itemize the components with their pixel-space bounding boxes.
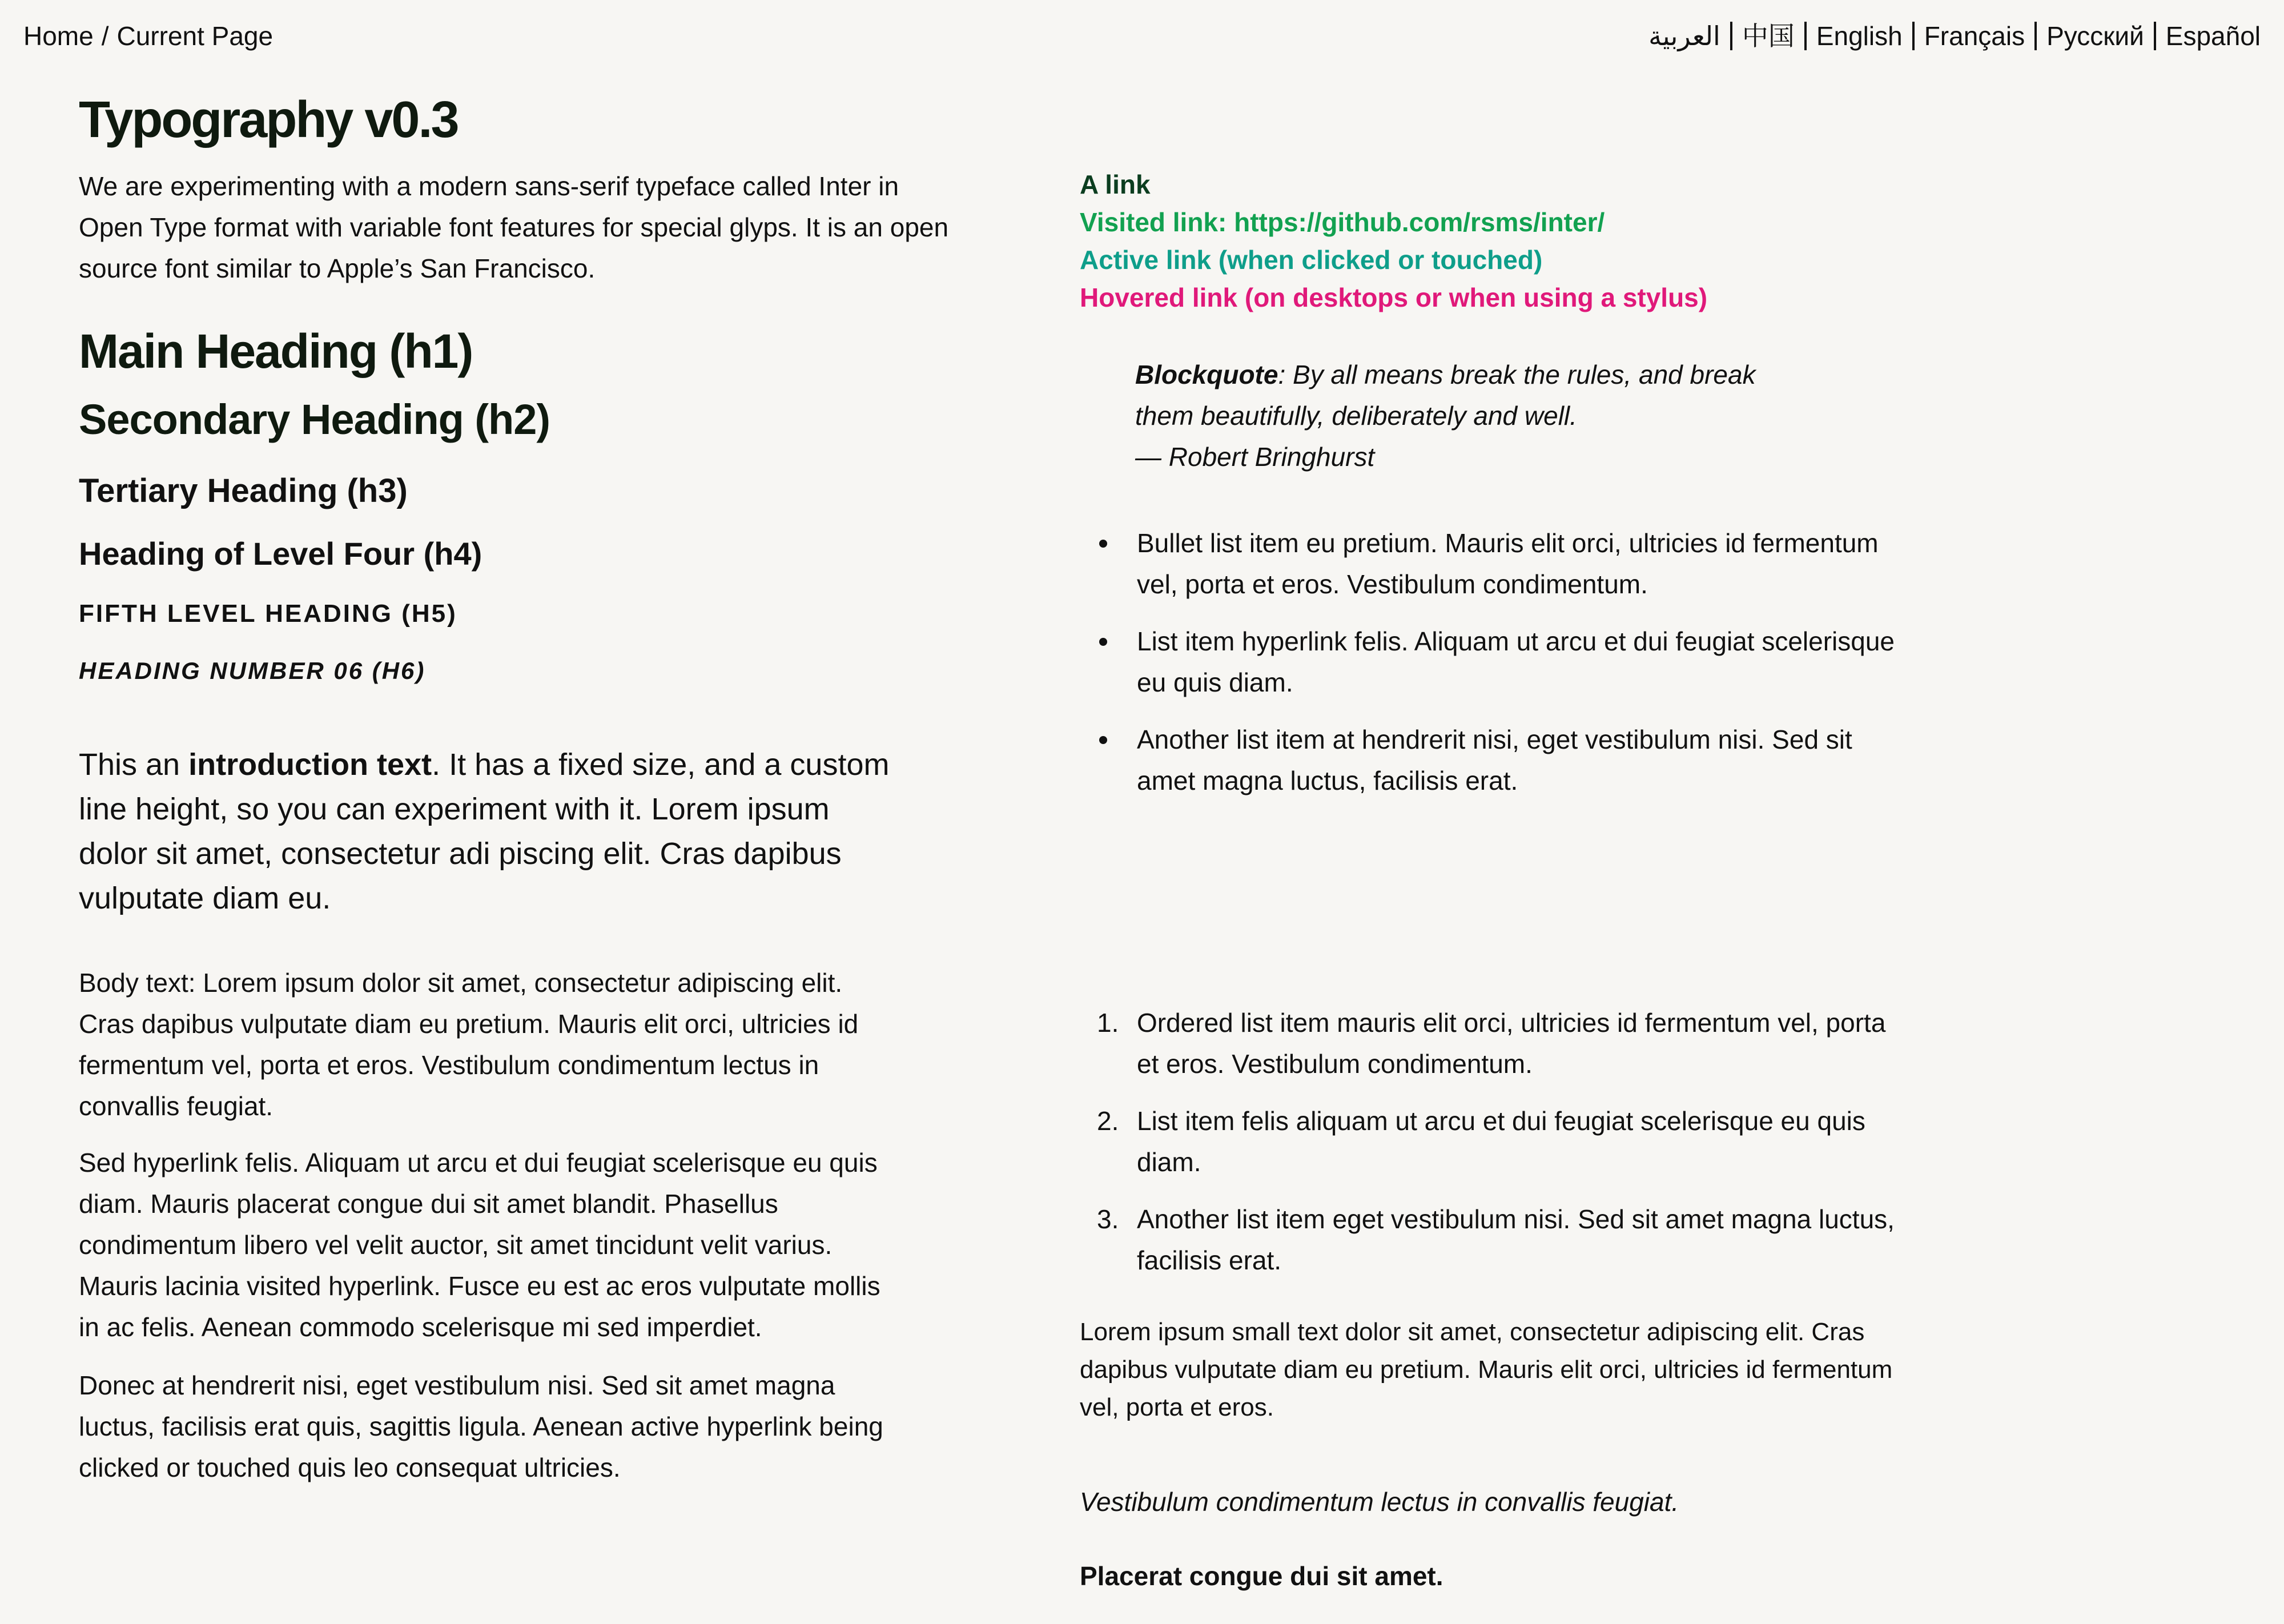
- list-item: [1080, 1002, 1902, 1084]
- italic-text: Vestibulum condimentum lectus in convallis feugiat.: [1080, 1487, 1679, 1517]
- lang-spanish-link[interactable]: Español: [2165, 21, 2261, 51]
- introduction-text: [79, 742, 901, 920]
- list-item: [1080, 719, 1902, 801]
- bullet-icon: [1099, 540, 1107, 548]
- heading-h6: HEADING NUMBER 06 (H6): [79, 657, 426, 684]
- blockquote-text: : By all means break the rules, and break them beautifully, deliberately and well.: [1135, 360, 1756, 431]
- lang-arabic-link[interactable]: العربية: [1648, 21, 1720, 51]
- top-bar: [23, 16, 2261, 56]
- breadcrumb-current: Current Page: [116, 21, 274, 51]
- small-text: Lorem ipsum small text dolor sit amet, consectetur adipiscing elit. Cras dapibus vulputate diam eu pretium. Mauris elit orci, ultricies id fermentum vel, porta et eros.: [1080, 1318, 1893, 1421]
- page-title: Typography v0.3: [79, 91, 458, 148]
- bullet-icon: [1099, 736, 1107, 744]
- list-number: 1.: [1097, 1008, 1119, 1038]
- bullet-list: [1080, 522, 1902, 817]
- body-text-2: Sed hyperlink felis. Aliquam ut arcu et dui feugiat scelerisque eu quis diam. Mauris placerat congue dui sit amet blandit. Phasellus condimentum libero vel velit auctor, sit amet tincidunt velit varius. Mauris lacinia visited hyperlink. Fusce eu est ac eros vulputate mollis in ac felis. Aenean commodo scelerisque mi sed imperdiet.: [79, 1148, 880, 1342]
- left-column: [79, 86, 970, 1482]
- list-item-text: List item hyperlink felis. Aliquam ut arcu et dui feugiat scelerisque eu quis diam.: [1137, 626, 1895, 697]
- breadcrumb: [23, 16, 273, 56]
- blockquote-label: Blockquote: [1135, 360, 1278, 389]
- heading-h3: Tertiary Heading (h3): [79, 472, 408, 509]
- lang-english-link[interactable]: English: [1816, 21, 1903, 51]
- heading-h1: Main Heading (h1): [79, 324, 473, 378]
- list-item-text: Ordered list item mauris elit orci, ultricies id fermentum vel, porta et eros. Vestibulum condimentum.: [1137, 1008, 1886, 1079]
- list-number: 3.: [1097, 1204, 1119, 1234]
- lead-paragraph: We are experimenting with a modern sans-serif typeface called Inter in Open Type format with variable font features for special glyps. It is an open source font similar to Apple’s San Francisco.: [79, 171, 949, 283]
- list-number: 2.: [1097, 1106, 1119, 1136]
- lang-divider: [1912, 22, 1915, 50]
- link-default[interactable]: A link: [1080, 170, 1151, 199]
- intro-rest: . It has a fixed size, and a custom line height, so you can experiment with it. Lorem ipsum dolor sit amet, consectetur adi piscing elit. Cras dapibus vulputate diam eu.: [79, 747, 890, 915]
- intro-prefix: This an: [79, 747, 189, 782]
- list-item-text: Another list item eget vestibulum nisi. Sed sit amet magna luctus, facilisis erat.: [1137, 1204, 1895, 1275]
- bullet-icon: [1099, 638, 1107, 646]
- heading-h4: Heading of Level Four (h4): [79, 536, 482, 572]
- lang-chinese-link[interactable]: 中国: [1742, 21, 1795, 51]
- bold-text: Placerat congue dui sit amet.: [1080, 1561, 1443, 1591]
- right-column: [1080, 166, 1936, 1591]
- body-text-3: Donec at hendrerit nisi, eget vestibulum nisi. Sed sit amet magna luctus, facilisis erat quis, sagittis ligula. Aenean active hyperlink being clicked or touched quis leo consequat ultricies.: [79, 1370, 883, 1482]
- heading-h2: Secondary Heading (h2): [79, 396, 550, 443]
- lang-divider: [1804, 22, 1807, 50]
- lang-divider: [2154, 22, 2156, 50]
- body-text-1: Body text: Lorem ipsum dolor sit amet, consectetur adipiscing elit. Cras dapibus vulputate diam eu pretium. Mauris elit orci, ultricies id fermentum vel, porta et eros. Vestibulum condimentum lectus in convallis feugiat.: [79, 968, 859, 1121]
- blockquote: [1135, 354, 1820, 477]
- breadcrumb-home-link[interactable]: Home: [23, 21, 94, 51]
- link-active[interactable]: Active link (when clicked or touched): [1080, 245, 1543, 275]
- heading-h5: FIFTH LEVEL HEADING (H5): [79, 600, 457, 628]
- breadcrumb-separator: /: [101, 21, 109, 51]
- list-item: [1080, 1100, 1902, 1183]
- link-hovered[interactable]: Hovered link (on desktops or when using a stylus): [1080, 283, 1708, 312]
- blockquote-citation: — Robert Bringhurst: [1135, 442, 1375, 472]
- lang-french-link[interactable]: Français: [1924, 21, 2025, 51]
- list-item: [1080, 1199, 1902, 1281]
- intro-bold: introduction text: [188, 747, 432, 782]
- lang-divider: [1730, 22, 1732, 50]
- list-item-text: Bullet list item eu pretium. Mauris elit orci, ultricies id fermentum vel, porta et eros. Vestibulum condimentum.: [1137, 528, 1879, 599]
- lang-divider: [2034, 22, 2037, 50]
- link-visited[interactable]: Visited link: https://github.com/rsms/inter/: [1080, 207, 1605, 237]
- list-item: [1080, 522, 1902, 605]
- lang-russian-link[interactable]: Русский: [2046, 21, 2144, 51]
- list-item-text: List item felis aliquam ut arcu et dui feugiat scelerisque eu quis diam.: [1137, 1106, 1865, 1177]
- list-item: [1080, 621, 1902, 703]
- language-switcher: [1648, 16, 2261, 56]
- list-item-text: Another list item at hendrerit nisi, eget vestibulum nisi. Sed sit amet magna luctus, facilisis erat.: [1137, 725, 1852, 795]
- ordered-list: [1080, 1002, 1902, 1297]
